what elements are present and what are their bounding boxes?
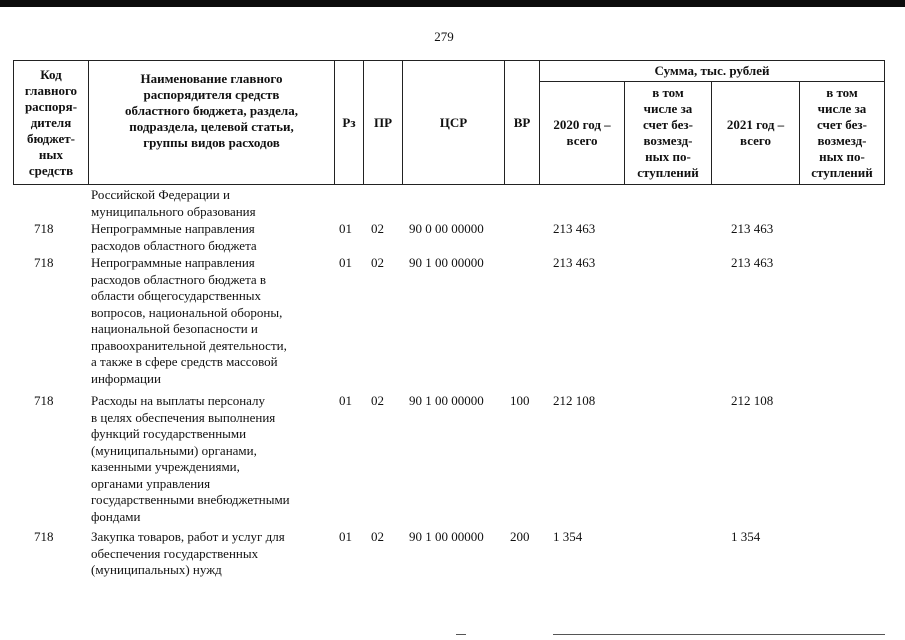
row-sum-2021: 213 463 bbox=[731, 221, 774, 236]
header-sum-2020-total: 2020 год – всего bbox=[553, 117, 611, 148]
header-code: Код главного распоря- дителя бюджет- ных средств bbox=[24, 66, 78, 178]
header-rz: Рз bbox=[342, 114, 356, 130]
row-csr: 90 1 00 00000 bbox=[409, 529, 484, 544]
header-vr: ВР bbox=[513, 114, 531, 130]
row-pr: 02 bbox=[371, 529, 384, 544]
row-code: 718 bbox=[34, 529, 54, 544]
row-sum-2020: 1 354 bbox=[553, 529, 583, 544]
row-name: Непрограммные направления расходов областного бюджета в области общегосударственных вопросов, национальной обороны, национальной безопасности и правоохранительной деятельности, а также в сфере средств массовой информации bbox=[91, 255, 287, 386]
page-number: 279 bbox=[434, 29, 454, 44]
row-rz: 01 bbox=[339, 393, 352, 408]
row-sum-2021: 213 463 bbox=[731, 255, 774, 270]
row-name: Расходы на выплаты персоналу в целях обеспечения выполнения функций государственными (муниципальными) органами, казенными учреждениями, органами управления государственными внебюджетными фондами bbox=[91, 393, 290, 524]
row-rz: 01 bbox=[339, 255, 352, 270]
row-rz: 01 bbox=[339, 529, 352, 544]
header-csr: ЦСР bbox=[439, 114, 468, 130]
header-sum-group: Сумма, тыс. рублей bbox=[654, 63, 770, 78]
row-pr: 02 bbox=[371, 221, 384, 236]
row-code: 718 bbox=[34, 393, 54, 408]
scan-mark bbox=[456, 634, 466, 635]
row-code: 718 bbox=[34, 221, 54, 236]
table-header bbox=[13, 60, 885, 185]
row-csr: 90 1 00 00000 bbox=[409, 255, 484, 270]
header-name: Наименование главного распорядителя средств областного бюджета, раздела, подраздела, целевой статьи, группы видов расходов bbox=[125, 71, 298, 150]
row-sum-2021: 1 354 bbox=[731, 529, 761, 544]
row-rz: 01 bbox=[339, 221, 352, 236]
header-sum-2020-gratuitous: в том числе за счет без- возмезд- ных по- ступлений bbox=[637, 85, 699, 180]
header-sum-2021-total: 2021 год – всего bbox=[726, 117, 785, 148]
row-csr: 90 0 00 00000 bbox=[409, 221, 484, 236]
row-vr: 100 bbox=[510, 393, 530, 408]
scan-mark bbox=[553, 634, 885, 635]
continuation-text: Российской Федерации и муниципального образования bbox=[91, 187, 256, 219]
header-pr: ПР bbox=[373, 114, 393, 130]
row-name: Закупка товаров, работ и услуг для обеспечения государственных (муниципальных) нужд bbox=[91, 529, 285, 577]
row-pr: 02 bbox=[371, 393, 384, 408]
row-pr: 02 bbox=[371, 255, 384, 270]
top-border-bar bbox=[0, 0, 905, 7]
row-sum-2020: 213 463 bbox=[553, 255, 596, 270]
row-code: 718 bbox=[34, 255, 54, 270]
row-csr: 90 1 00 00000 bbox=[409, 393, 484, 408]
row-name: Непрограммные направления расходов областного бюджета bbox=[91, 221, 257, 253]
row-vr: 200 bbox=[510, 529, 530, 544]
row-sum-2020: 213 463 bbox=[553, 221, 596, 236]
row-sum-2021: 212 108 bbox=[731, 393, 774, 408]
row-sum-2020: 212 108 bbox=[553, 393, 596, 408]
header-sum-2021-gratuitous: в том числе за счет без- возмезд- ных по- ступлений bbox=[811, 85, 873, 180]
